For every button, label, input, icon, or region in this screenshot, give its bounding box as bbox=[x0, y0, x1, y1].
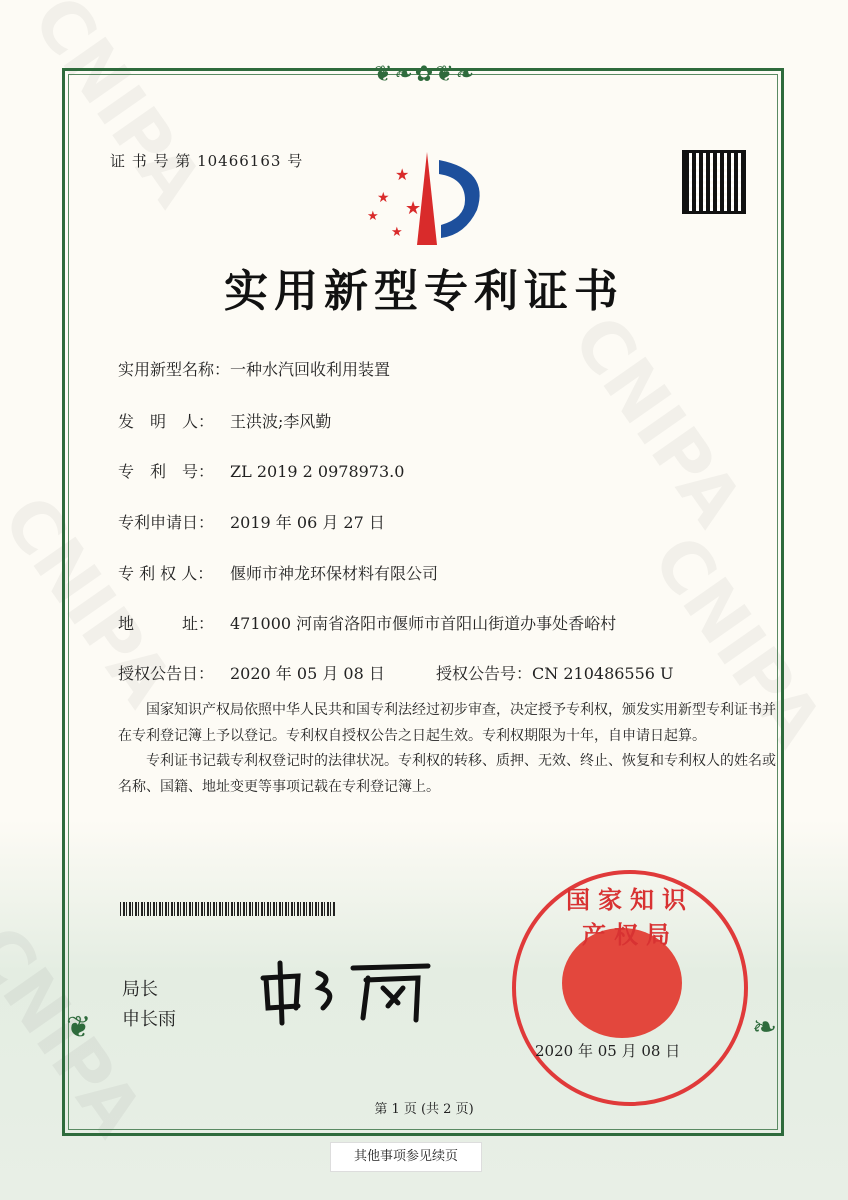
svg-text:★: ★ bbox=[395, 165, 410, 184]
field-inventor: 发 明 人： 王洪波;李风勤 bbox=[118, 412, 332, 431]
field-utility-model-name: 实用新型名称：一种水汽回收利用装置 bbox=[118, 360, 391, 379]
seal-date: 2020 年 05 月 08 日 bbox=[535, 1042, 681, 1060]
seal-text: 国家知识产权局 bbox=[566, 885, 694, 949]
svg-text:★: ★ bbox=[405, 198, 422, 219]
svg-text:★: ★ bbox=[367, 209, 379, 224]
field-patent-number: 专 利 号： ZL 2019 2 0978973.0 bbox=[118, 462, 405, 481]
cnipa-logo-icon bbox=[365, 150, 490, 250]
body-paragraph: 国家知识产权局依照中华人民共和国专利法经过初步审查，决定授予专利权，颁发实用新型专利证书并在专利登记簿上予以登记。专利权自授权公告之日起生效。专利权期限为十年，自申请日起算。 bbox=[118, 702, 776, 744]
svg-text:★: ★ bbox=[377, 190, 390, 206]
top-ornament-icon: ❦❧✿❦❧ bbox=[373, 62, 477, 87]
page-title: 实用新型专利证书 bbox=[224, 266, 624, 317]
handwritten-signature bbox=[258, 958, 438, 1028]
continuation-note: 其他事项参见续页 bbox=[330, 1142, 482, 1172]
field-grant-date: 授权公告日： 2020 年 05 月 08 日 bbox=[118, 664, 385, 683]
signatory-name: 申长雨 bbox=[122, 1009, 176, 1030]
qr-code bbox=[682, 150, 746, 214]
body-paragraph: 专利证书记载专利权登记时的法律状况。专利权的转移、质押、无效、终止、恢复和专利权人的姓名或名称、国籍、地址变更等事项记载在专利登记簿上。 bbox=[118, 753, 776, 795]
svg-text:★: ★ bbox=[391, 225, 403, 240]
barcode bbox=[120, 902, 336, 916]
field-announcement-number: 授权公告号：CN 210486556 U bbox=[436, 664, 674, 683]
corner-ornament-icon: ❦ bbox=[66, 1010, 92, 1045]
field-patentee: 专 利 权 人： 偃师市神龙环保材料有限公司 bbox=[118, 564, 439, 583]
corner-ornament-icon: ❧ bbox=[752, 1010, 778, 1045]
field-application-date: 专利申请日： 2019 年 06 月 27 日 bbox=[118, 513, 385, 532]
signatory-title: 局长 bbox=[122, 979, 158, 1000]
certificate-number: 证 书 号 第 10466163 号 bbox=[110, 152, 304, 170]
certificate-body bbox=[118, 698, 780, 800]
field-address: 地 址： 471000 河南省洛阳市偃师市首阳山街道办事处香峪村 bbox=[118, 614, 617, 633]
page-indicator: 第 1 页 (共 2 页) bbox=[374, 1102, 474, 1117]
